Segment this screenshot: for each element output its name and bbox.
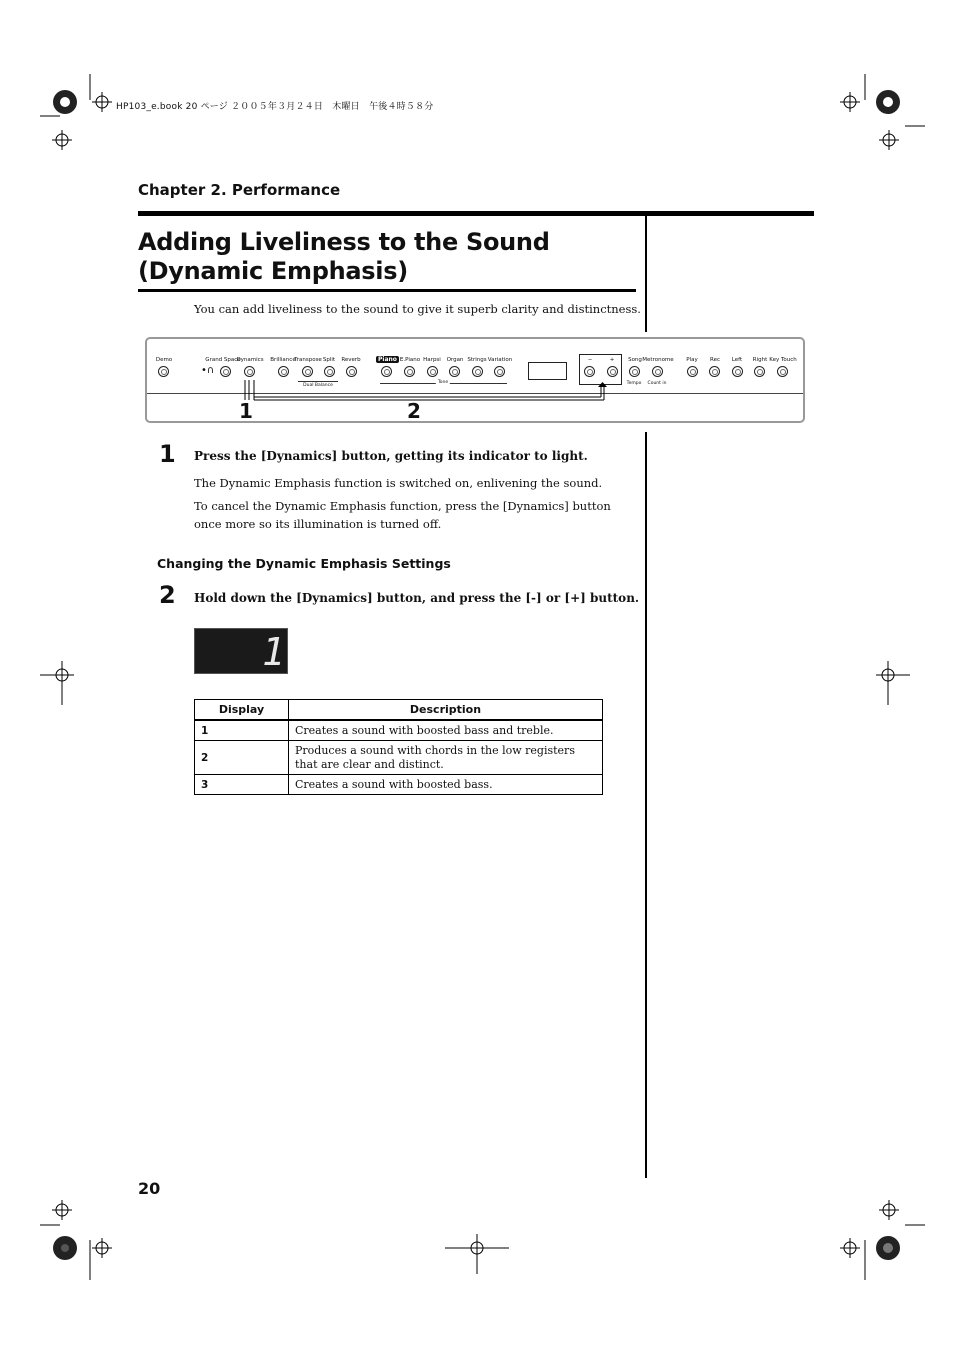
panel-label-metronome: Metronome — [642, 357, 674, 363]
organ-button[interactable] — [449, 366, 460, 377]
panel-display — [528, 362, 567, 380]
piano-button[interactable] — [381, 366, 392, 377]
panel-label-rec: Rec — [710, 357, 720, 363]
step-instruction: Hold down the [Dynamics] button, and press the [-] or [+] button. — [194, 591, 640, 605]
headphones-icon: •∩ — [201, 365, 215, 376]
step-note: The Dynamic Emphasis function is switched on, enlivening the sound. — [194, 476, 603, 490]
callout-number-1: 1 — [239, 399, 253, 423]
panel-label-tone: Tone — [437, 380, 449, 385]
cell-display: 1 — [195, 720, 289, 741]
panel-label-strings: Strings — [467, 357, 487, 363]
callout-number-2: 2 — [407, 399, 421, 423]
panel-label-split: Split — [322, 357, 336, 363]
top-rule — [138, 211, 814, 216]
table-header-row — [195, 700, 603, 721]
panel-label-minus: − — [587, 357, 593, 363]
cell-description: Produces a sound with chords in the low registers that are clear and distinct. — [289, 741, 603, 775]
play-button[interactable] — [687, 366, 698, 377]
panel-label-tempo: Tempo — [626, 381, 642, 386]
panel-label-brilliance: Brilliance — [270, 357, 296, 363]
settings-table — [194, 699, 603, 795]
split-button[interactable] — [324, 366, 335, 377]
section-title-line: Adding Liveliness to the Sound — [138, 228, 550, 256]
cell-description: Creates a sound with boosted bass. — [289, 775, 603, 795]
harpsi-button[interactable] — [427, 366, 438, 377]
margin-rule — [645, 216, 647, 332]
column-header-display: Display — [195, 700, 289, 721]
panel-label-epiano: E.Piano — [399, 357, 421, 363]
cell-description: Creates a sound with boosted bass and treble. — [289, 720, 603, 741]
step-note: To cancel the Dynamic Emphasis function, press the [Dynamics] button once more so its illumination is turned off. — [194, 499, 611, 531]
strings-button[interactable] — [472, 366, 483, 377]
reverb-button[interactable] — [346, 366, 357, 377]
registration-mark-bottom-left-icon — [40, 1180, 140, 1280]
panel-label-song: Song — [628, 357, 642, 363]
section-title — [138, 228, 636, 286]
registration-mark-mid-left-icon — [40, 655, 90, 705]
panel-label-piano: Piano — [378, 356, 397, 363]
table-row — [195, 741, 603, 775]
panel-label-grand-space: Grand Space — [205, 357, 241, 363]
registration-mark-top-left-icon — [40, 74, 140, 174]
panel-label-play: Play — [686, 357, 698, 363]
song-button[interactable] — [629, 366, 640, 377]
left-button[interactable] — [732, 366, 743, 377]
right-button[interactable] — [754, 366, 765, 377]
panel-label-right: Right — [752, 357, 768, 363]
epiano-button[interactable] — [404, 366, 415, 377]
transpose-button[interactable] — [302, 366, 313, 377]
file-header: HP103_e.book 20 ページ ２００５年３月２４日 木曜日 午後４時５８分 — [116, 102, 434, 112]
grand-space-button[interactable] — [220, 366, 231, 377]
dynamics-button[interactable] — [244, 366, 255, 377]
variation-button[interactable] — [494, 366, 505, 377]
registration-mark-mid-right-icon — [870, 655, 920, 705]
demo-button[interactable] — [158, 366, 169, 377]
panel-label-key-touch: Key Touch — [769, 357, 797, 363]
plus-button[interactable] — [607, 366, 618, 377]
lcd-value: 1 — [262, 630, 285, 674]
column-header-description: Description — [289, 700, 603, 721]
registration-mark-bottom-center-icon — [445, 1230, 515, 1280]
panel-label-demo: Demo — [155, 357, 173, 363]
margin-rule — [645, 432, 647, 1178]
intro-text: You can add liveliness to the sound to give it superb clarity and distinctness. — [194, 302, 641, 316]
table-row — [195, 775, 603, 795]
panel-label-harpsi: Harpsi — [423, 357, 441, 363]
table-row — [195, 720, 603, 741]
brilliance-button[interactable] — [278, 366, 289, 377]
panel-label-left: Left — [731, 357, 743, 363]
subheading: Changing the Dynamic Emphasis Settings — [157, 556, 451, 571]
panel-label-organ: Organ — [446, 357, 464, 363]
key-touch-button[interactable] — [777, 366, 788, 377]
step-number: 2 — [159, 581, 176, 609]
panel-label-dual-balance: Dual Balance — [303, 383, 333, 388]
registration-mark-bottom-right-icon — [815, 1180, 925, 1280]
page-number: 20 — [138, 1179, 161, 1198]
step-number: 1 — [159, 440, 176, 468]
cell-display: 3 — [195, 775, 289, 795]
panel-label-variation: Variation — [487, 357, 513, 363]
step-instruction: Press the [Dynamics] button, getting its indicator to light. — [194, 449, 588, 463]
panel-label-dynamics: Dynamics — [236, 357, 264, 363]
panel-label-transpose: Transpose — [294, 357, 322, 363]
panel-label-plus: + — [609, 357, 615, 363]
chapter-title: Chapter 2. Performance — [138, 181, 341, 199]
cell-display: 2 — [195, 741, 289, 775]
section-title-line: (Dynamic Emphasis) — [138, 257, 408, 285]
panel-label-reverb: Reverb — [341, 357, 361, 363]
panel-label-count-in: Count in — [647, 381, 667, 386]
title-rule — [138, 289, 636, 292]
metronome-button[interactable] — [652, 366, 663, 377]
rec-button[interactable] — [709, 366, 720, 377]
minus-button[interactable] — [584, 366, 595, 377]
callout-leader-lines — [244, 380, 614, 402]
registration-mark-top-right-icon — [815, 74, 925, 174]
